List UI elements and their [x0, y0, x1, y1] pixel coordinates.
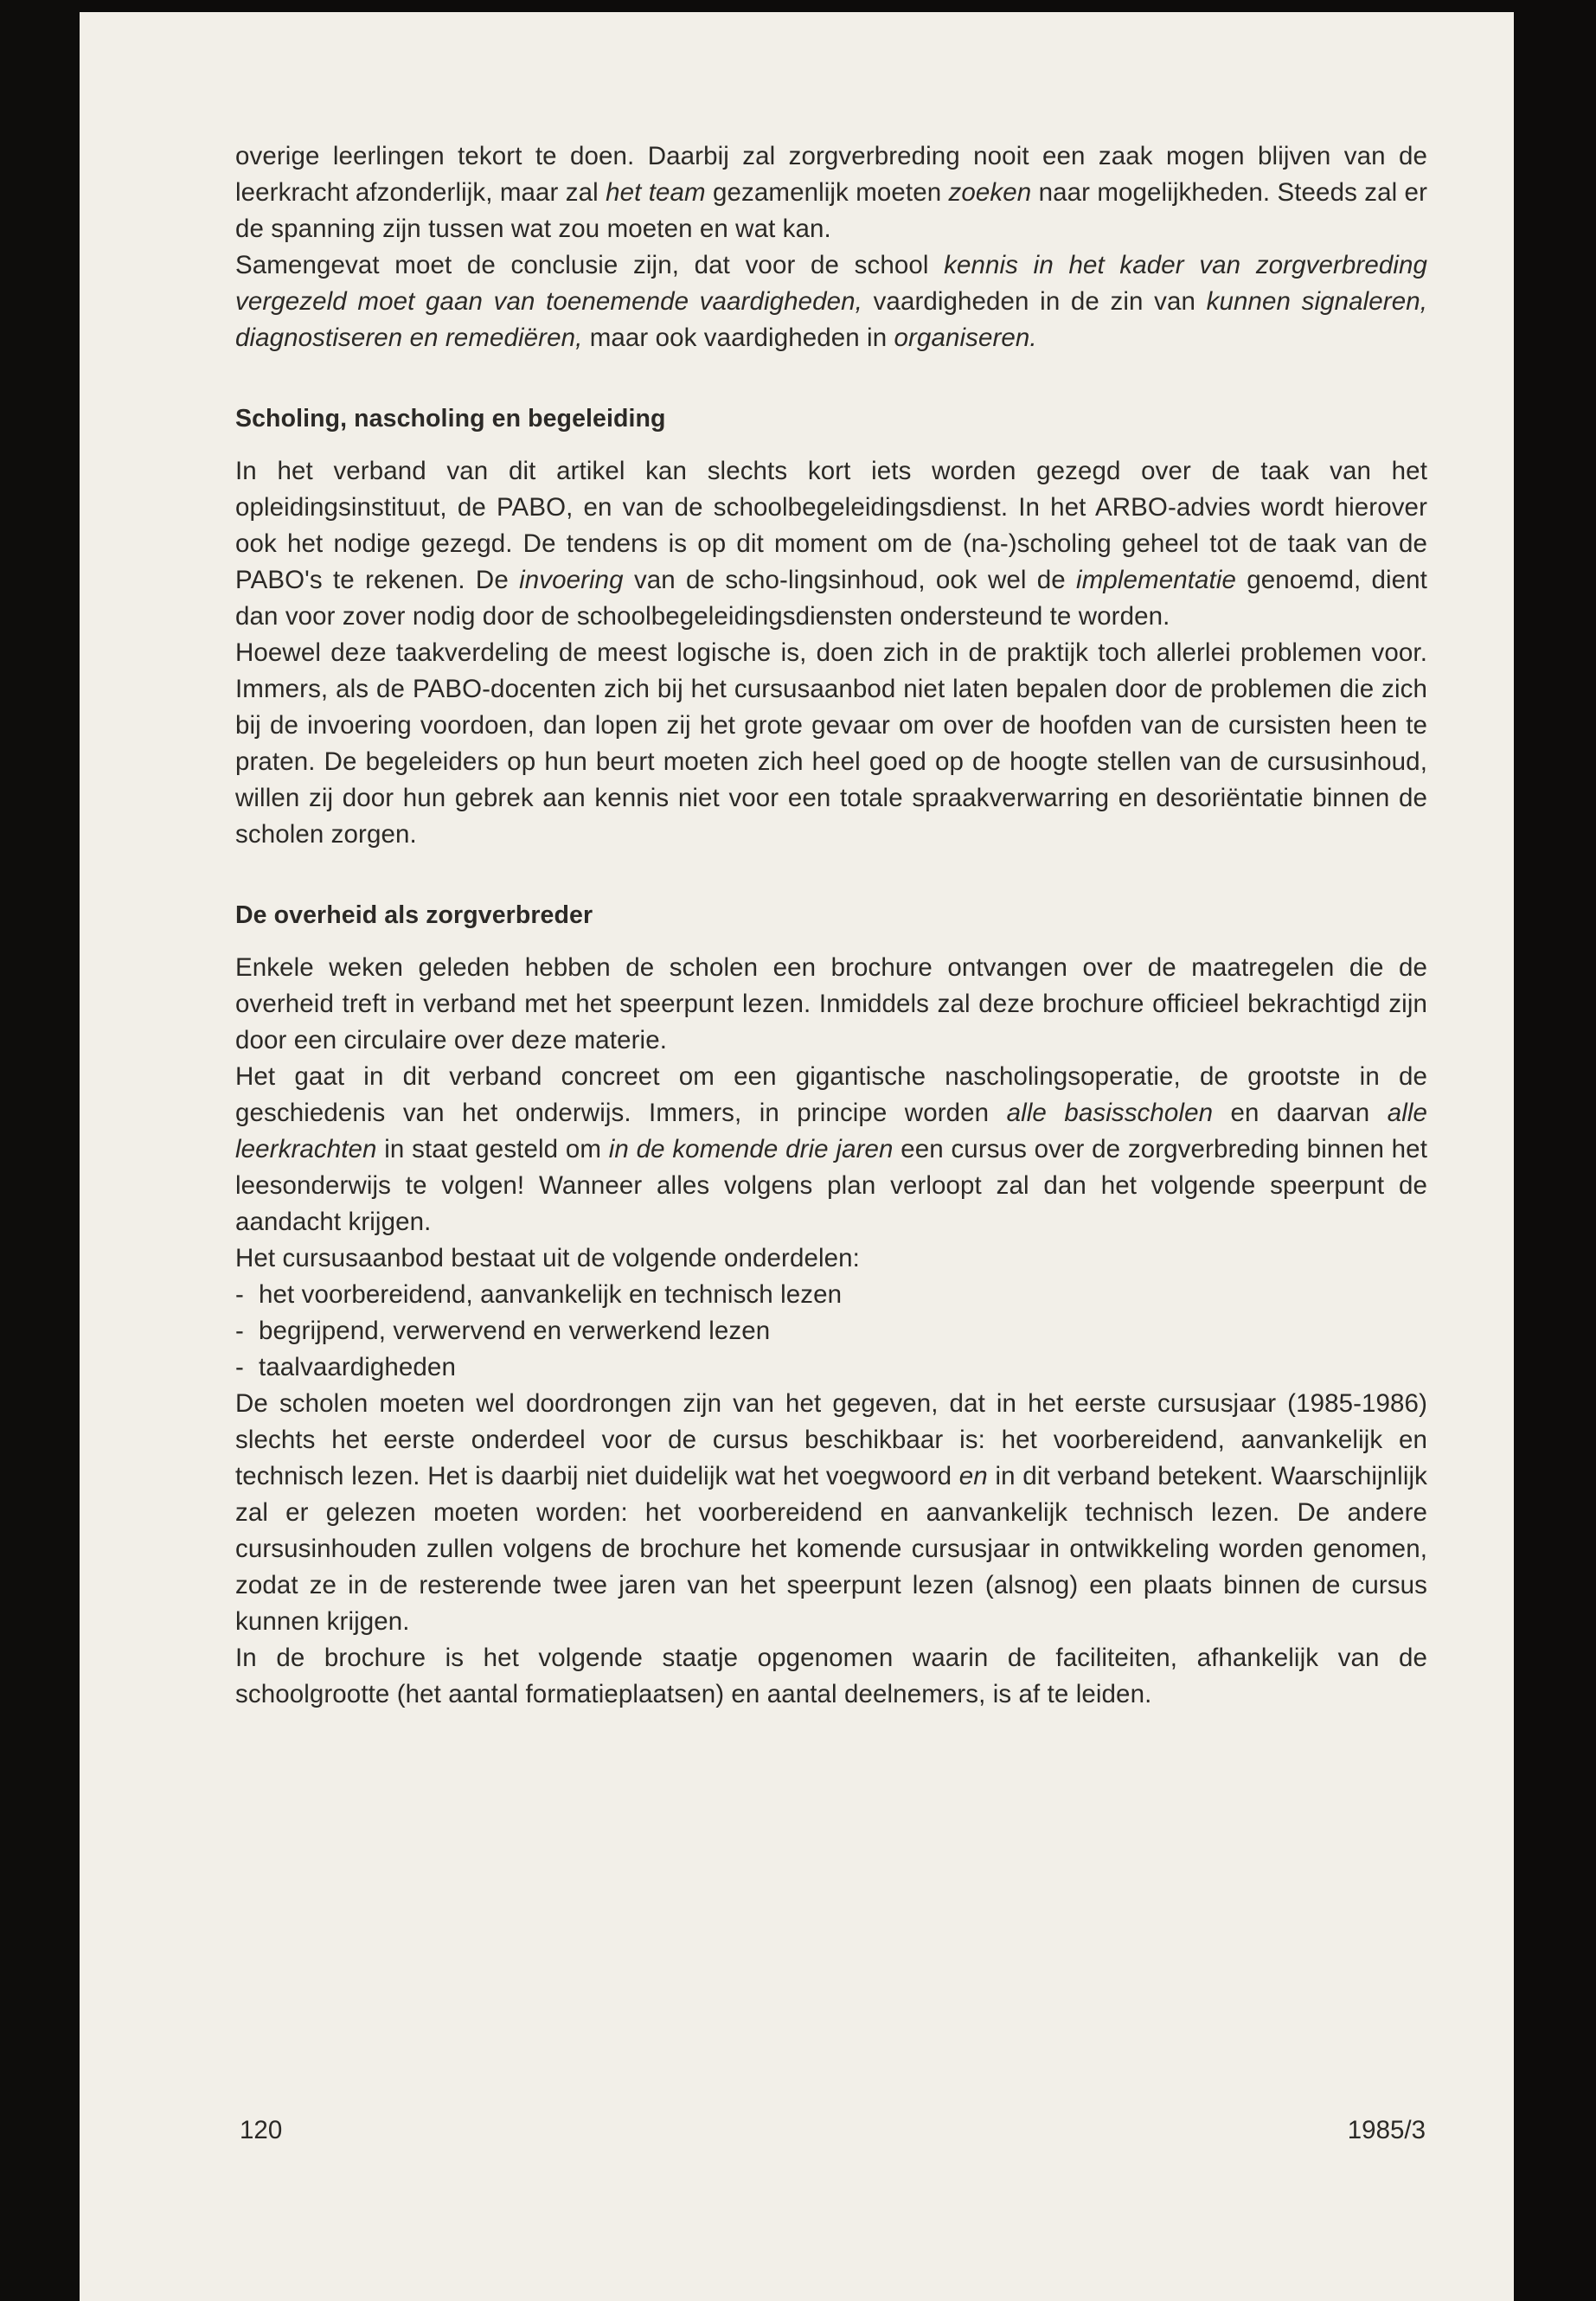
- emphasis-text: kennis in het kader van zorgverbreding vergezeld moet gaan van toenemende vaardigheden,: [235, 251, 1427, 316]
- overheid-paragraph-4: [235, 1386, 1427, 1640]
- emphasis-text: alle basisscholen: [1006, 1099, 1214, 1127]
- body-text: Enkele weken geleden hebben de scholen een brochure ontvangen over de maatregelen die de overheid treft in verband met het speerpunt lezen. Inmiddels zal deze brochure officieel bekrachtigd zijn door een circulaire over deze materie.: [235, 953, 1427, 1054]
- body-text: maar ook vaardigheden in: [582, 324, 894, 352]
- list-item: [235, 1313, 1427, 1349]
- body-text: Samengevat moet de conclusie zijn, dat voor de school: [235, 251, 945, 279]
- body-text: in staat gesteld om: [376, 1135, 609, 1163]
- body-text: naar mogelijkheden. Steeds zal er de spanning zijn tussen wat zou moeten en wat kan.: [235, 178, 1427, 243]
- emphasis-text: kunnen signaleren, diagnostiseren en remediëren,: [235, 287, 1428, 352]
- list-item: [235, 1277, 1427, 1313]
- emphasis-text: het team: [606, 178, 706, 207]
- article-body: [235, 138, 1427, 1713]
- body-text: genoemd, dient dan voor zover nodig door de schoolbegeleidingsdiensten ondersteund te worden.: [235, 566, 1427, 631]
- emphasis-text: organiseren.: [894, 324, 1037, 352]
- page-number: 120: [240, 2116, 283, 2144]
- intro-paragraph-1: [235, 138, 1427, 247]
- section-heading-overheid: De overheid als zorgverbreder: [235, 901, 593, 929]
- issue-label: 1985/3: [1347, 2116, 1426, 2144]
- list-item: [235, 1349, 1427, 1386]
- scan-border-left: [0, 0, 80, 2301]
- scan-border-top: [0, 0, 1596, 12]
- body-text: Het gaat in dit verband concreet om een gigantische nascholingsoperatie, de grootste in de geschiedenis van het onderwijs. Immers, in principe worden: [235, 1062, 1427, 1127]
- emphasis-text: in de komende drie jaren: [608, 1135, 894, 1163]
- body-text: Het cursusaanbod bestaat uit de volgende onderdelen:: [235, 1244, 860, 1272]
- body-text: vaardigheden in de zin van: [862, 287, 1207, 316]
- body-text: een cursus over de zorgverbreding binnen het leesonderwijs te volgen! Wanneer alles volgens plan verloopt zal dan het volgende speerpunt de aandacht krijgen.: [235, 1135, 1427, 1236]
- list-item-text: taalvaardigheden: [259, 1353, 456, 1381]
- list-dash: -: [235, 1353, 244, 1381]
- emphasis-text: implementatie: [1076, 566, 1236, 594]
- body-text: gezamenlijk moeten: [705, 178, 949, 207]
- scholing-paragraph-2: [235, 635, 1427, 853]
- overheid-paragraph-3: [235, 1240, 1427, 1277]
- emphasis-text: en: [958, 1462, 988, 1490]
- list-dash: -: [235, 1317, 244, 1345]
- course-parts-list: [235, 1277, 1427, 1386]
- scholing-paragraph-1: [235, 453, 1427, 635]
- body-text: en daarvan: [1213, 1099, 1388, 1127]
- body-text: De scholen moeten wel doordrongen zijn van het gegeven, dat in het eerste cursusjaar (1985-1986) slechts het eerste onderdeel voor de cursus beschikbaar is: het voorbereidend, aanvankelijk en technisch lezen. Het is daarbij niet duidelijk wat het voegwoord: [235, 1389, 1427, 1490]
- body-text: in dit verband betekent. Waarschijnlijk zal er gelezen moeten worden: het voorbereidend en aanvankelijk technisch lezen. De andere cursusinhouden zullen volgens de brochure het komende cursusjaar in ontwikkeling worden genomen, zodat ze in de resterende twee jaren van het speerpunt lezen (alsnog) een plaats binnen de cursus kunnen krijgen.: [235, 1462, 1427, 1636]
- section-heading-scholing: Scholing, nascholing en begeleiding: [235, 405, 666, 433]
- emphasis-text: zoeken: [948, 178, 1032, 207]
- overheid-paragraph-5: [235, 1640, 1427, 1713]
- list-item-text: begrijpend, verwervend en verwerkend lezen: [259, 1317, 771, 1345]
- body-text: overige leerlingen tekort te doen. Daarbij zal zorgverbreding nooit een zaak mogen blijven van de leerkracht afzonderlijk, maar zal: [235, 142, 1427, 207]
- body-text: In de brochure is het volgende staatje opgenomen waarin de faciliteiten, afhankelijk van de schoolgrootte (het aantal formatieplaatsen) en aantal deelnemers, is af te leiden.: [235, 1644, 1427, 1708]
- scan-border-right: [1514, 0, 1596, 2301]
- emphasis-text: invoering: [519, 566, 624, 594]
- body-text: van de scho-lingsinhoud, ook wel de: [623, 566, 1077, 594]
- emphasis-text: alle leerkrachten: [235, 1099, 1428, 1163]
- body-text: In het verband van dit artikel kan slechts kort iets worden gezegd over de taak van het opleidingsinstituut, de PABO, en van de schoolbegeleidingsdienst. In het ARBO-advies wordt hierover ook het nodige gezegd. De tendens is op dit moment om de (na-)scholing geheel tot de taak van de PABO's te rekenen. De: [235, 457, 1427, 594]
- body-text: Hoewel deze taakverdeling de meest logische is, doen zich in de praktijk toch allerlei problemen voor. Immers, als de PABO-docenten zich bij het cursusaanbod niet laten bepalen door de problemen die zich bij de invoering voordoen, dan lopen zij het grote gevaar om over de hoofden van de cursisten heen te praten. De begeleiders op hun beurt moeten zich heel goed op de hoogte stellen van de cursusinhoud, willen zij door hun gebrek aan kennis niet voor een totale spraakverwarring en desoriëntatie binnen de scholen zorgen.: [235, 638, 1427, 849]
- list-dash: -: [235, 1280, 244, 1309]
- overheid-paragraph-2: [235, 1059, 1427, 1240]
- overheid-paragraph-1: [235, 950, 1427, 1059]
- list-item-text: het voorbereidend, aanvankelijk en technisch lezen: [259, 1280, 843, 1309]
- intro-paragraph-2: [235, 247, 1427, 356]
